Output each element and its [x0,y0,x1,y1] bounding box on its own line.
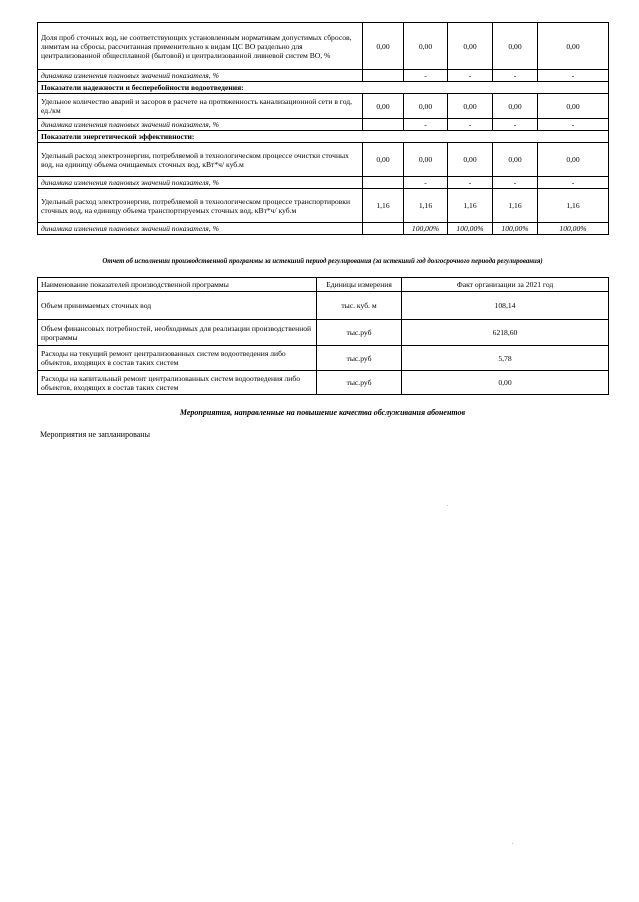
measures-text: Мероприятия не запланированы [40,430,150,439]
dynamic-label: динамика изменения плановых значений показателя, % [38,119,363,131]
measures-title: Мероприятия, направленные на повышение качества обслуживания абонентов [179,408,466,417]
value-cell: 0,00 [538,94,609,119]
dynamic-cell: 100,00% [493,223,538,235]
value-cell: 0,00 [404,143,448,177]
indicator-row [38,143,609,177]
section-row [38,82,609,94]
section-heading: Показатели энергетической эффективности: [38,131,609,143]
dynamic-cell: - [404,70,448,82]
section-heading: Показатели надежности и бесперебойности водоотведения: [38,82,609,94]
dynamic-cell: - [448,119,493,131]
report-fact: 6218,60 [402,320,609,346]
dynamic-row [38,70,609,82]
header-fact: Факт организации за 2021 год [402,278,609,292]
value-cell: 0,00 [363,94,404,119]
dynamic-cell: 100,00% [448,223,493,235]
header-name: Наименование показателей производственной программы [38,278,317,292]
dynamic-cell [363,177,404,189]
value-cell: 0,00 [448,143,493,177]
dynamic-cell: - [404,177,448,189]
indicator-label: Удельный расход электроэнергии, потребляемой в технологическом процессе очистки сточных вод, на единицу объема очищаемых сточных вод, кВт*ч/ куб.м [38,143,363,177]
dynamic-cell: - [538,177,609,189]
dynamic-cell: - [493,119,538,131]
dynamic-row [38,177,609,189]
report-row [38,371,609,395]
report-fact: 108,14 [402,292,609,320]
scan-speck [512,843,513,844]
report-name: Объем принимаемых сточных вод [38,292,317,320]
dynamic-cell [363,119,404,131]
dynamic-row [38,119,609,131]
dynamic-cell: - [448,177,493,189]
header-unit: Единицы измерения [317,278,402,292]
value-cell: 0,00 [404,94,448,119]
report-name: Расходы на текущий ремонт централизованных систем водоотведения либо объектов, входящих в состав таких систем [38,346,317,371]
report-unit: тыс.руб [317,346,402,371]
dynamic-cell: 100,00% [538,223,609,235]
report-title: Отчет об исполнении производственной программы за истекший период регулирования (за истекший год долгосрочного периода регулирования) [102,258,543,265]
report-fact: 0,00 [402,371,609,395]
value-cell: 1,16 [493,189,538,223]
report-row [38,292,609,320]
report-row [38,320,609,346]
indicator-row [38,94,609,119]
report-row [38,346,609,371]
value-cell: 0,00 [493,94,538,119]
indicator-label: Удельное количество аварий и засоров в расчете на протяженность канализационной сети в год, ед./км [38,94,363,119]
value-cell: 0,00 [404,23,448,70]
dynamic-row [38,223,609,235]
value-cell: 0,00 [448,94,493,119]
value-cell: 0,00 [493,143,538,177]
report-name: Расходы на капитальный ремонт централизованных систем водоотведения либо объектов, входящих в состав таких систем [38,371,317,395]
dynamic-cell: - [448,70,493,82]
value-cell: 1,16 [404,189,448,223]
value-cell: 0,00 [363,23,404,70]
dynamic-cell: - [493,177,538,189]
dynamic-cell: - [493,70,538,82]
report-table [37,277,609,395]
indicators-table [37,22,609,235]
indicator-label: Доля проб сточных вод, не соответствующих установленным нормативам допустимых сбросов, лимитам на сбросы, рассчитанная применительно к видам ЦС ВО раздельно для централизованной общесплавной (бытовой) и централизованной ливневой систем ВО, % [38,23,363,70]
value-cell: 0,00 [538,143,609,177]
value-cell: 0,00 [363,143,404,177]
dynamic-cell [363,70,404,82]
indicator-row [38,189,609,223]
value-cell: 1,16 [538,189,609,223]
dynamic-cell: - [538,70,609,82]
value-cell: 1,16 [363,189,404,223]
report-unit: тыс. куб. м [317,292,402,320]
dynamic-cell: - [404,119,448,131]
dynamic-cell: - [538,119,609,131]
dynamic-label: динамика изменения плановых значений показателя, % [38,70,363,82]
report-header-row [38,278,609,292]
value-cell: 0,00 [493,23,538,70]
value-cell: 0,00 [538,23,609,70]
report-unit: тыс.руб [317,320,402,346]
value-cell: 0,00 [448,23,493,70]
dynamic-label: динамика изменения плановых значений показателя, % [38,223,363,235]
indicator-label: Удельный расход электроэнергии, потребляемой в технологическом процессе транспортировки сточных вод, на единицу объема транспортируемых сточных вод, кВт*ч/ куб.м [38,189,363,223]
dynamic-cell: 100,00% [404,223,448,235]
dynamic-cell [363,223,404,235]
report-unit: тыс.руб [317,371,402,395]
report-fact: 5,78 [402,346,609,371]
report-name: Объем финансовых потребностей, необходимых для реализации производственной программы [38,320,317,346]
value-cell: 1,16 [448,189,493,223]
dynamic-label: динамика изменения плановых значений показателя, % [38,177,363,189]
indicator-row [38,23,609,70]
section-row [38,131,609,143]
scan-speck [447,505,448,506]
